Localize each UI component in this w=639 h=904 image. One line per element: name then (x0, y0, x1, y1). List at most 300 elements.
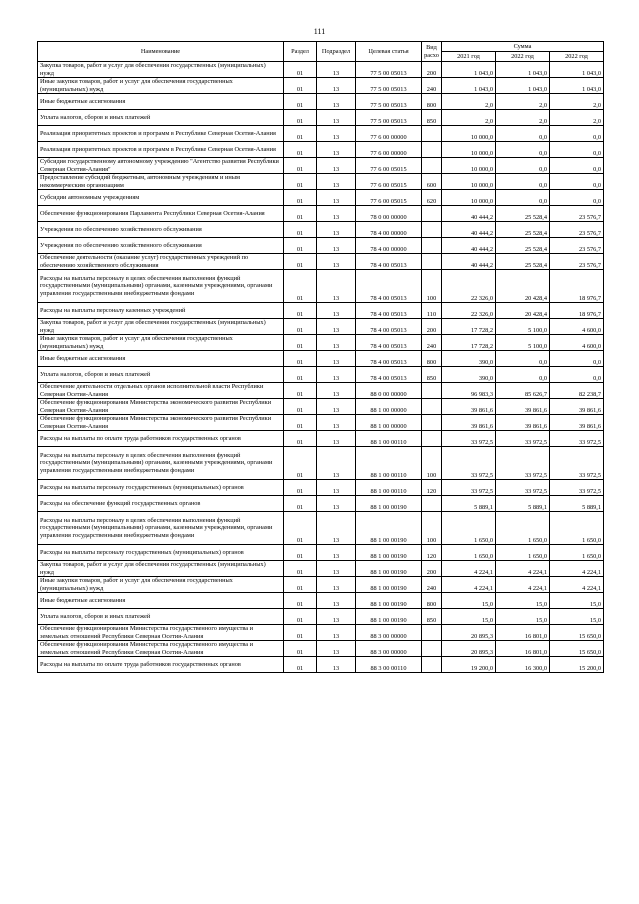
cell-target-article: 77 6 00 05015 (356, 158, 422, 174)
cell-expense-type: 100 (422, 447, 442, 480)
cell-name: Иные бюджетные ассигнования (38, 593, 284, 609)
cell-target-article: 77 6 00 05015 (356, 174, 422, 190)
cell-2022-b: 0,0 (550, 174, 604, 190)
cell-2022-a: 0,0 (496, 351, 550, 367)
header-razdel: Раздел (284, 42, 317, 62)
cell-2021: 5 889,1 (442, 496, 496, 512)
cell-podrazdel: 13 (317, 319, 356, 335)
cell-target-article: 77 5 00 05013 (356, 78, 422, 94)
cell-podrazdel: 13 (317, 158, 356, 174)
cell-podrazdel: 13 (317, 126, 356, 142)
header-podrazdel: Подраздел (317, 42, 356, 62)
cell-2022-a: 33 972,5 (496, 480, 550, 496)
table-row (38, 545, 604, 561)
cell-target-article: 78 4 00 05013 (356, 335, 422, 351)
cell-2022-b: 5 889,1 (550, 496, 604, 512)
cell-2022-b: 39 861,6 (550, 415, 604, 431)
cell-razdel: 01 (284, 625, 317, 641)
cell-podrazdel: 13 (317, 415, 356, 431)
table-row (38, 561, 604, 577)
cell-razdel: 01 (284, 577, 317, 593)
cell-name: Расходы на выплаты по оплате труда работников государственных органов (38, 431, 284, 447)
table-row (38, 335, 604, 351)
cell-podrazdel: 13 (317, 174, 356, 190)
cell-target-article: 78 4 00 05013 (356, 319, 422, 335)
header-row-1 (38, 42, 604, 52)
cell-target-article: 88 1 00 00190 (356, 561, 422, 577)
cell-target-article: 77 5 00 05013 (356, 94, 422, 110)
table-row (38, 190, 604, 206)
cell-target-article: 88 3 00 00000 (356, 625, 422, 641)
cell-name: Расходы на выплаты персоналу в целях обеспечения выполнения функций государственными (муниципальными) органами, казенными учреждениями, органами управления государственными внебюджетными фондами (38, 512, 284, 545)
cell-podrazdel: 13 (317, 254, 356, 270)
cell-name: Иные закупки товаров, работ и услуг для обеспечения государственных (муниципальных) нужд (38, 335, 284, 351)
cell-name: Обеспечение функционирования Министерства экономического развития Республики Северная Осетия-Алания (38, 399, 284, 415)
cell-expense-type (422, 431, 442, 447)
cell-podrazdel: 13 (317, 270, 356, 303)
cell-expense-type (422, 142, 442, 158)
cell-podrazdel: 13 (317, 399, 356, 415)
header-year-2022-a: 2022 год (496, 52, 550, 62)
cell-2021: 33 972,5 (442, 480, 496, 496)
cell-podrazdel: 13 (317, 512, 356, 545)
cell-expense-type (422, 126, 442, 142)
table-row (38, 254, 604, 270)
cell-2022-b: 0,0 (550, 367, 604, 383)
cell-expense-type: 120 (422, 545, 442, 561)
cell-target-article: 88 1 00 00110 (356, 447, 422, 480)
cell-expense-type (422, 158, 442, 174)
cell-2021: 1 043,0 (442, 78, 496, 94)
cell-2021: 17 728,2 (442, 319, 496, 335)
cell-target-article: 88 1 00 00000 (356, 415, 422, 431)
cell-podrazdel: 13 (317, 78, 356, 94)
table-row (38, 110, 604, 126)
cell-name: Уплата налогов, сборов и иных платежей (38, 609, 284, 625)
cell-2022-a: 16 300,0 (496, 657, 550, 673)
cell-name: Расходы на выплаты по оплате труда работников государственных органов (38, 657, 284, 673)
cell-podrazdel: 13 (317, 351, 356, 367)
cell-name: Иные закупки товаров, работ и услуг для обеспечения государственных (муниципальных) нужд (38, 78, 284, 94)
cell-name: Реализация приоритетных проектов и программ в Республике Северная Осетия-Алания (38, 142, 284, 158)
cell-2021: 20 895,3 (442, 641, 496, 657)
cell-2021: 4 224,1 (442, 577, 496, 593)
cell-name: Уплата налогов, сборов и иных платежей (38, 367, 284, 383)
cell-podrazdel: 13 (317, 480, 356, 496)
table-row (38, 270, 604, 303)
cell-2022-b: 15 200,0 (550, 657, 604, 673)
cell-name: Обеспечение функционирования Министерства государственного имущества и земельных отношений Республики Северная Осетия-Алания (38, 625, 284, 641)
cell-2022-b: 23 576,7 (550, 238, 604, 254)
table-row (38, 126, 604, 142)
cell-2021: 15,0 (442, 609, 496, 625)
cell-podrazdel: 13 (317, 577, 356, 593)
cell-expense-type: 600 (422, 174, 442, 190)
cell-podrazdel: 13 (317, 641, 356, 657)
cell-expense-type: 620 (422, 190, 442, 206)
cell-2022-b: 1 043,0 (550, 78, 604, 94)
cell-podrazdel: 13 (317, 593, 356, 609)
cell-target-article: 78 4 00 05013 (356, 367, 422, 383)
cell-2022-a: 33 972,5 (496, 431, 550, 447)
cell-expense-type (422, 399, 442, 415)
cell-2022-b: 33 972,5 (550, 447, 604, 480)
cell-podrazdel: 13 (317, 561, 356, 577)
cell-expense-type: 100 (422, 270, 442, 303)
cell-2022-a: 0,0 (496, 142, 550, 158)
cell-2022-b: 39 861,6 (550, 399, 604, 415)
cell-podrazdel: 13 (317, 142, 356, 158)
cell-2022-b: 2,0 (550, 110, 604, 126)
cell-target-article: 88 3 00 00110 (356, 657, 422, 673)
cell-razdel: 01 (284, 303, 317, 319)
cell-2022-a: 85 626,7 (496, 383, 550, 399)
cell-expense-type: 120 (422, 480, 442, 496)
cell-2021: 4 224,1 (442, 561, 496, 577)
cell-2022-b: 15 650,0 (550, 625, 604, 641)
table-row (38, 625, 604, 641)
cell-2022-b: 15 650,0 (550, 641, 604, 657)
cell-expense-type (422, 641, 442, 657)
cell-target-article: 88 1 00 00190 (356, 593, 422, 609)
header-expense-type: Вид расхо (422, 42, 442, 62)
cell-target-article: 78 4 00 00000 (356, 222, 422, 238)
cell-expense-type: 200 (422, 319, 442, 335)
table-row (38, 174, 604, 190)
cell-razdel: 01 (284, 126, 317, 142)
cell-2022-a: 2,0 (496, 110, 550, 126)
cell-razdel: 01 (284, 110, 317, 126)
cell-2022-b: 23 576,7 (550, 222, 604, 238)
cell-expense-type: 850 (422, 110, 442, 126)
cell-2022-a: 33 972,5 (496, 447, 550, 480)
cell-name: Закупка товаров, работ и услуг для обеспечения государственных (муниципальных) нужд (38, 319, 284, 335)
cell-razdel: 01 (284, 545, 317, 561)
cell-razdel: 01 (284, 367, 317, 383)
cell-2022-a: 20 428,4 (496, 303, 550, 319)
cell-2022-b: 0,0 (550, 126, 604, 142)
cell-target-article: 88 3 00 00000 (356, 641, 422, 657)
cell-target-article: 88 1 00 00190 (356, 545, 422, 561)
cell-razdel: 01 (284, 351, 317, 367)
cell-target-article: 88 1 00 00190 (356, 496, 422, 512)
cell-expense-type (422, 238, 442, 254)
cell-podrazdel: 13 (317, 657, 356, 673)
cell-expense-type: 200 (422, 561, 442, 577)
cell-podrazdel: 13 (317, 206, 356, 222)
cell-2022-a: 25 528,4 (496, 222, 550, 238)
header-sum: Сумма (442, 42, 604, 52)
cell-2022-b: 23 576,7 (550, 254, 604, 270)
cell-2021: 96 983,3 (442, 383, 496, 399)
cell-razdel: 01 (284, 254, 317, 270)
cell-2021: 20 895,3 (442, 625, 496, 641)
table-row (38, 367, 604, 383)
cell-2022-a: 1 650,0 (496, 545, 550, 561)
cell-expense-type: 850 (422, 609, 442, 625)
cell-2022-b: 18 976,7 (550, 270, 604, 303)
cell-name: Расходы на обеспечение функций государственных органов (38, 496, 284, 512)
cell-expense-type: 850 (422, 367, 442, 383)
cell-razdel: 01 (284, 62, 317, 78)
cell-razdel: 01 (284, 174, 317, 190)
cell-2021: 1 043,0 (442, 62, 496, 78)
cell-podrazdel: 13 (317, 447, 356, 480)
cell-name: Иные закупки товаров, работ и услуг для обеспечения государственных (муниципальных) нужд (38, 577, 284, 593)
table-row (38, 577, 604, 593)
cell-2021: 10 000,0 (442, 190, 496, 206)
cell-2022-a: 25 528,4 (496, 254, 550, 270)
cell-2021: 2,0 (442, 110, 496, 126)
cell-2022-b: 1 043,0 (550, 62, 604, 78)
cell-razdel: 01 (284, 641, 317, 657)
cell-2022-a: 4 224,1 (496, 561, 550, 577)
cell-2022-a: 0,0 (496, 126, 550, 142)
table-row (38, 319, 604, 335)
cell-2022-b: 1 650,0 (550, 512, 604, 545)
cell-2021: 17 728,2 (442, 335, 496, 351)
table-row (38, 383, 604, 399)
cell-2021: 390,0 (442, 351, 496, 367)
cell-expense-type (422, 254, 442, 270)
cell-podrazdel: 13 (317, 335, 356, 351)
cell-razdel: 01 (284, 561, 317, 577)
cell-podrazdel: 13 (317, 383, 356, 399)
cell-2022-b: 0,0 (550, 351, 604, 367)
table-body (38, 62, 604, 673)
table-row (38, 593, 604, 609)
cell-podrazdel: 13 (317, 496, 356, 512)
cell-name: Расходы на выплаты персоналу государственных (муниципальных) органов (38, 480, 284, 496)
cell-2022-a: 1 650,0 (496, 512, 550, 545)
cell-2022-a: 5 100,0 (496, 335, 550, 351)
cell-2022-a: 4 224,1 (496, 577, 550, 593)
cell-2022-a: 15,0 (496, 593, 550, 609)
table-row (38, 158, 604, 174)
header-name: Наименование (38, 42, 284, 62)
cell-name: Иные бюджетные ассигнования (38, 351, 284, 367)
cell-2021: 10 000,0 (442, 158, 496, 174)
cell-expense-type (422, 625, 442, 641)
cell-2022-b: 15,0 (550, 609, 604, 625)
cell-name: Предоставление субсидий бюджетным, автономным учреждениям и иным некоммерческим организациям (38, 174, 284, 190)
cell-name: Субсидия государственному автономному учреждению "Агентство развития Республики Северная Осетия-Алания" (38, 158, 284, 174)
cell-2022-b: 4 224,1 (550, 577, 604, 593)
cell-target-article: 78 4 00 05013 (356, 270, 422, 303)
cell-2021: 2,0 (442, 94, 496, 110)
cell-2022-b: 15,0 (550, 593, 604, 609)
cell-razdel: 01 (284, 190, 317, 206)
cell-name: Расходы на выплаты персоналу в целях обеспечения выполнения функций государственными (муниципальными) органами, казенными учреждениями, органами управления государственными внебюджетными фондами (38, 270, 284, 303)
cell-name: Субсидии автономным учреждениям (38, 190, 284, 206)
cell-podrazdel: 13 (317, 545, 356, 561)
cell-name: Обеспечение деятельности (оказание услуг) государственных учреждений по обеспечению хозяйственного обслуживания (38, 254, 284, 270)
cell-podrazdel: 13 (317, 62, 356, 78)
cell-2022-b: 4 600,0 (550, 335, 604, 351)
cell-2022-b: 0,0 (550, 158, 604, 174)
cell-2022-a: 39 861,6 (496, 415, 550, 431)
cell-2021: 1 650,0 (442, 545, 496, 561)
cell-podrazdel: 13 (317, 431, 356, 447)
cell-target-article: 78 4 00 05013 (356, 254, 422, 270)
table-row (38, 512, 604, 545)
cell-2022-a: 15,0 (496, 609, 550, 625)
cell-razdel: 01 (284, 206, 317, 222)
cell-name: Обеспечение функционирования Парламента Республики Северная Осетия-Алания (38, 206, 284, 222)
cell-target-article: 77 6 00 00000 (356, 126, 422, 142)
cell-2022-b: 4 224,1 (550, 561, 604, 577)
page-number: 111 (313, 27, 326, 36)
cell-name: Расходы на выплаты персоналу государственных (муниципальных) органов (38, 545, 284, 561)
cell-2022-a: 1 043,0 (496, 62, 550, 78)
cell-expense-type: 240 (422, 577, 442, 593)
cell-podrazdel: 13 (317, 222, 356, 238)
cell-2022-b: 33 972,5 (550, 431, 604, 447)
cell-razdel: 01 (284, 480, 317, 496)
cell-2022-b: 18 976,7 (550, 303, 604, 319)
cell-target-article: 88 1 00 00000 (356, 399, 422, 415)
cell-target-article: 88 1 00 00110 (356, 431, 422, 447)
cell-razdel: 01 (284, 94, 317, 110)
cell-expense-type: 800 (422, 351, 442, 367)
cell-2022-a: 5 100,0 (496, 319, 550, 335)
cell-podrazdel: 13 (317, 190, 356, 206)
cell-2021: 40 444,2 (442, 206, 496, 222)
cell-name: Реализация приоритетных проектов и программ в Республике Северная Осетия-Алания (38, 126, 284, 142)
cell-expense-type: 200 (422, 62, 442, 78)
cell-2021: 10 000,0 (442, 126, 496, 142)
cell-name: Обеспечение функционирования Министерства государственного имущества и земельных отношений Республики Северная Осетия-Алания (38, 641, 284, 657)
table-row (38, 657, 604, 673)
cell-target-article: 78 4 00 05013 (356, 303, 422, 319)
cell-target-article: 77 6 00 05015 (356, 190, 422, 206)
table-row (38, 206, 604, 222)
cell-razdel: 01 (284, 657, 317, 673)
table-row (38, 62, 604, 78)
cell-target-article: 88 1 00 00110 (356, 480, 422, 496)
cell-target-article: 88 1 00 00190 (356, 609, 422, 625)
table-row (38, 238, 604, 254)
cell-2022-a: 2,0 (496, 94, 550, 110)
cell-expense-type (422, 496, 442, 512)
cell-name: Обеспечение функционирования Министерства экономического развития Республики Северная Осетия-Алания (38, 415, 284, 431)
cell-razdel: 01 (284, 335, 317, 351)
cell-podrazdel: 13 (317, 609, 356, 625)
cell-2021: 15,0 (442, 593, 496, 609)
cell-2022-b: 4 600,0 (550, 319, 604, 335)
cell-expense-type: 240 (422, 78, 442, 94)
cell-target-article: 77 6 00 00000 (356, 142, 422, 158)
table-row (38, 641, 604, 657)
cell-expense-type (422, 383, 442, 399)
cell-2021: 33 972,5 (442, 447, 496, 480)
cell-2022-b: 2,0 (550, 94, 604, 110)
cell-razdel: 01 (284, 512, 317, 545)
cell-razdel: 01 (284, 593, 317, 609)
cell-2021: 40 444,2 (442, 238, 496, 254)
cell-expense-type (422, 657, 442, 673)
header-target-article: Целевая статья (356, 42, 422, 62)
cell-expense-type: 240 (422, 335, 442, 351)
cell-2022-a: 25 528,4 (496, 238, 550, 254)
cell-2022-a: 39 861,6 (496, 399, 550, 415)
cell-2021: 19 200,0 (442, 657, 496, 673)
cell-2022-a: 25 528,4 (496, 206, 550, 222)
cell-name: Обеспечение деятельности отдельных органов исполнительной власти Республики Северная Осетия-Алания (38, 383, 284, 399)
cell-target-article: 78 0 00 00000 (356, 206, 422, 222)
cell-2021: 1 650,0 (442, 512, 496, 545)
cell-2022-b: 82 238,7 (550, 383, 604, 399)
cell-target-article: 88 1 00 00190 (356, 577, 422, 593)
table-row (38, 431, 604, 447)
table-row (38, 447, 604, 480)
cell-razdel: 01 (284, 270, 317, 303)
cell-expense-type (422, 206, 442, 222)
header-year-2021: 2021 год (442, 52, 496, 62)
cell-2022-a: 16 801,0 (496, 641, 550, 657)
table-row (38, 78, 604, 94)
cell-2022-a: 1 043,0 (496, 78, 550, 94)
cell-razdel: 01 (284, 415, 317, 431)
cell-expense-type: 800 (422, 94, 442, 110)
cell-name: Закупка товаров, работ и услуг для обеспечения государственных (муниципальных) нужд (38, 62, 284, 78)
cell-2021: 22 326,0 (442, 303, 496, 319)
cell-2021: 40 444,2 (442, 254, 496, 270)
cell-razdel: 01 (284, 399, 317, 415)
cell-name: Уплата налогов, сборов и иных платежей (38, 110, 284, 126)
table-row (38, 496, 604, 512)
cell-razdel: 01 (284, 142, 317, 158)
cell-razdel: 01 (284, 238, 317, 254)
cell-name: Расходы на выплаты персоналу казенных учреждений (38, 303, 284, 319)
cell-2022-a: 0,0 (496, 190, 550, 206)
cell-razdel: 01 (284, 319, 317, 335)
cell-2022-b: 1 650,0 (550, 545, 604, 561)
cell-2021: 10 000,0 (442, 174, 496, 190)
cell-podrazdel: 13 (317, 238, 356, 254)
cell-razdel: 01 (284, 222, 317, 238)
cell-2022-b: 33 972,5 (550, 480, 604, 496)
cell-2021: 39 861,6 (442, 415, 496, 431)
cell-target-article: 88 1 00 00190 (356, 512, 422, 545)
cell-name: Учреждения по обеспечению хозяйственного обслуживания (38, 238, 284, 254)
cell-2022-b: 0,0 (550, 190, 604, 206)
cell-razdel: 01 (284, 78, 317, 94)
cell-2022-a: 5 889,1 (496, 496, 550, 512)
cell-2021: 10 000,0 (442, 142, 496, 158)
table-row (38, 142, 604, 158)
cell-2021: 39 861,6 (442, 399, 496, 415)
cell-2021: 390,0 (442, 367, 496, 383)
cell-target-article: 77 5 00 05013 (356, 110, 422, 126)
cell-2022-a: 0,0 (496, 174, 550, 190)
budget-table (37, 41, 604, 673)
cell-razdel: 01 (284, 609, 317, 625)
cell-razdel: 01 (284, 158, 317, 174)
cell-expense-type: 100 (422, 512, 442, 545)
table-row (38, 94, 604, 110)
cell-razdel: 01 (284, 383, 317, 399)
cell-2022-a: 0,0 (496, 367, 550, 383)
cell-2022-b: 23 576,7 (550, 206, 604, 222)
cell-podrazdel: 13 (317, 625, 356, 641)
cell-target-article: 88 0 00 00000 (356, 383, 422, 399)
cell-2022-a: 20 428,4 (496, 270, 550, 303)
cell-2022-a: 0,0 (496, 158, 550, 174)
cell-target-article: 78 4 00 00000 (356, 238, 422, 254)
cell-expense-type: 800 (422, 593, 442, 609)
cell-target-article: 78 4 00 05013 (356, 351, 422, 367)
